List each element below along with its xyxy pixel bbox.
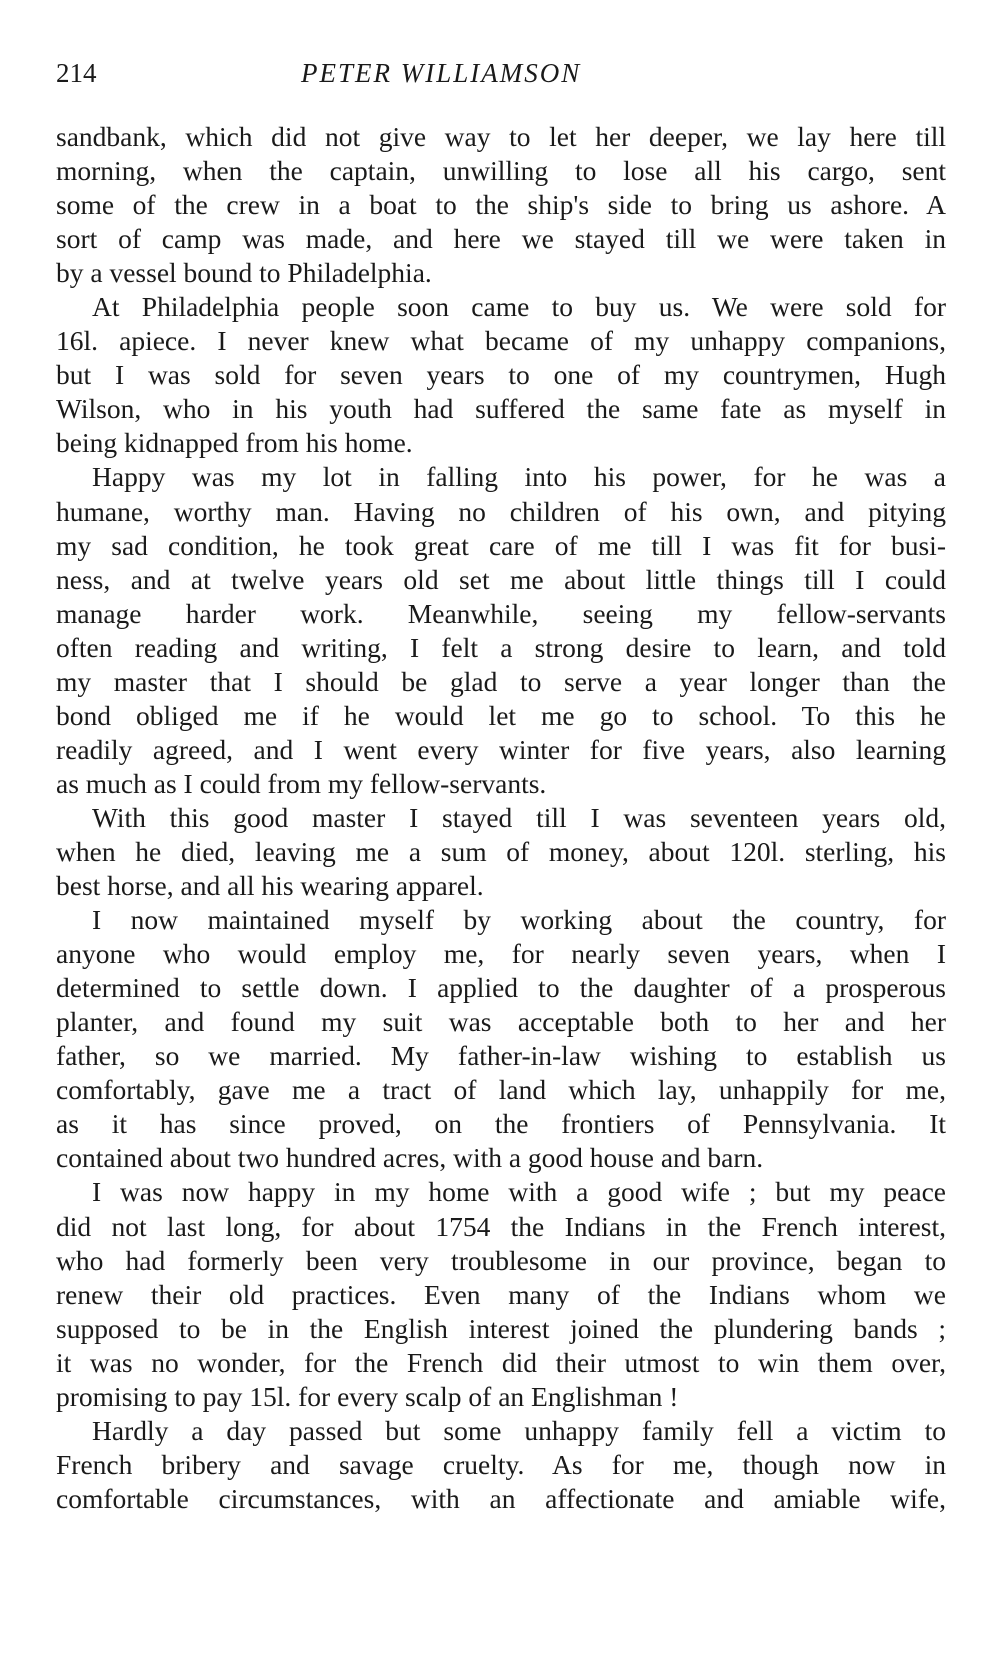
paragraph xyxy=(56,801,946,903)
text-line: best horse, and all his wearing apparel. xyxy=(56,870,484,902)
text-line: contained about two hundred acres, with a good house and barn. xyxy=(56,1142,764,1174)
page-number: 214 xyxy=(56,58,97,88)
text-line: bond obliged me if he would let me go to school. To this he xyxy=(56,699,946,731)
text-line: comfortable circumstances, with an affectionate and amiable wife, xyxy=(56,1482,946,1514)
text-line: Hardly a day passed but some unhappy family fell a victim to xyxy=(92,1414,946,1446)
book-page xyxy=(56,58,946,1516)
text-line: At Philadelphia people soon came to buy us. We were sold for xyxy=(92,291,946,323)
text-line: by a vessel bound to Philadelphia. xyxy=(56,257,432,289)
text-line: comfortably, gave me a tract of land which lay, unhappily for me, xyxy=(56,1074,946,1106)
text-line: Happy was my lot in falling into his power, for he was a xyxy=(92,461,946,493)
paragraph xyxy=(56,290,946,460)
text-line: morning, when the captain, unwilling to lose all his cargo, sent xyxy=(56,155,946,187)
text-line: With this good master I stayed till I was seventeen years old, xyxy=(92,801,946,833)
body-text xyxy=(56,120,946,1516)
text-line: French bribery and savage cruelty. As for me, though now in xyxy=(56,1448,946,1480)
text-line: did not last long, for about 1754 the Indians in the French interest, xyxy=(56,1210,946,1242)
paragraph xyxy=(56,1414,946,1516)
text-line: but I was sold for seven years to one of my countrymen, Hugh xyxy=(56,359,946,391)
text-line: I was now happy in my home with a good wife ; but my peace xyxy=(92,1176,946,1208)
text-line: as much as I could from my fellow-servants. xyxy=(56,767,547,799)
text-line: anyone who would employ me, for nearly seven years, when I xyxy=(56,938,946,970)
text-line: Wilson, who in his youth had suffered the same fate as myself in xyxy=(56,393,946,425)
text-line: determined to settle down. I applied to the daughter of a prosperous xyxy=(56,972,946,1004)
text-line: readily agreed, and I went every winter for five years, also learning xyxy=(56,733,946,765)
text-line: humane, worthy man. Having no children of his own, and pitying xyxy=(56,495,946,527)
text-line: some of the crew in a boat to the ship's side to bring us ashore. A xyxy=(56,189,946,221)
text-line: who had formerly been very troublesome in our province, began to xyxy=(56,1244,946,1276)
text-line: promising to pay 15l. for every scalp of an Englishman ! xyxy=(56,1380,679,1412)
text-line: renew their old practices. Even many of the Indians whom we xyxy=(56,1278,946,1310)
text-line: manage harder work. Meanwhile, seeing my fellow-servants xyxy=(56,597,946,629)
text-line: father, so we married. My father-in-law wishing to establish us xyxy=(56,1040,946,1072)
text-line: I now maintained myself by working about the country, for xyxy=(92,904,946,936)
paragraph xyxy=(56,120,946,290)
text-line: 16l. apiece. I never knew what became of my unhappy companions, xyxy=(56,325,946,357)
text-line: planter, and found my suit was acceptable both to her and her xyxy=(56,1006,946,1038)
text-line: being kidnapped from his home. xyxy=(56,427,413,459)
text-line: my master that I should be glad to serve a year longer than the xyxy=(56,665,946,697)
page-header xyxy=(56,58,946,94)
text-line: as it has since proved, on the frontiers of Pennsylvania. It xyxy=(56,1108,946,1140)
text-line: sandbank, which did not give way to let her deeper, we lay here till xyxy=(56,121,946,152)
paragraph xyxy=(56,460,946,800)
running-title: PETER WILLIAMSON xyxy=(301,58,582,88)
paragraph xyxy=(56,903,946,1175)
text-line: supposed to be in the English interest joined the plundering bands ; xyxy=(56,1312,946,1344)
text-line: sort of camp was made, and here we stayed till we were taken in xyxy=(56,223,946,255)
text-line: it was no wonder, for the French did their utmost to win them over, xyxy=(56,1346,946,1378)
text-line: often reading and writing, I felt a strong desire to learn, and told xyxy=(56,631,946,663)
paragraph xyxy=(56,1175,946,1413)
text-line: when he died, leaving me a sum of money, about 120l. sterling, his xyxy=(56,835,946,867)
text-line: ness, and at twelve years old set me about little things till I could xyxy=(56,563,946,595)
text-line: my sad condition, he took great care of me till I was fit for busi- xyxy=(56,529,946,561)
